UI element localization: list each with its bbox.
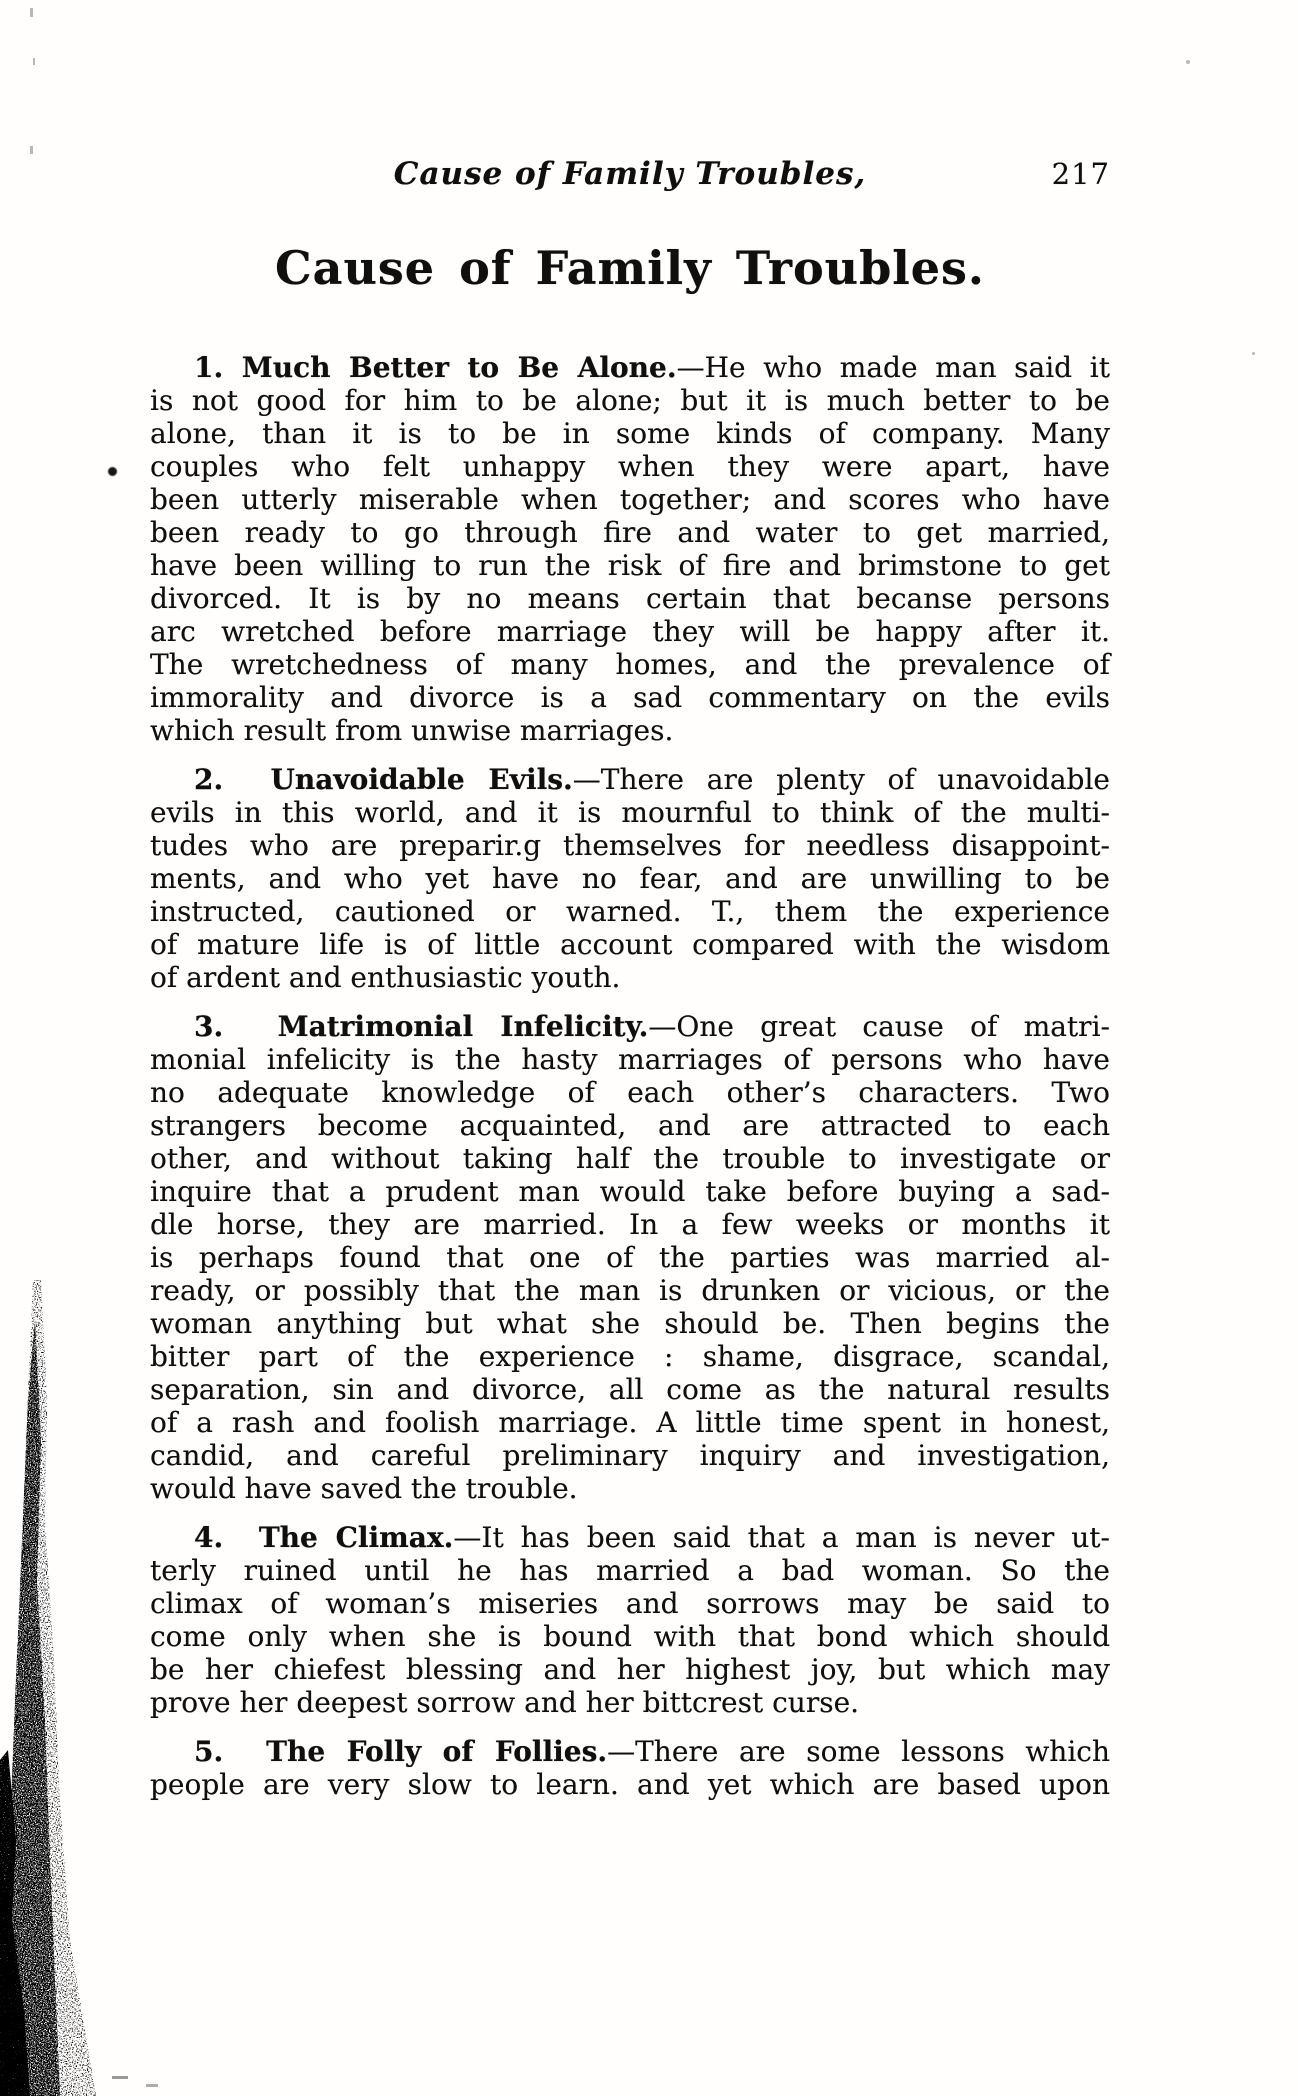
body-line <box>150 1735 1110 1768</box>
body-line <box>150 1521 1110 1554</box>
running-head: Cause of Family Troubles, <box>393 156 867 192</box>
paragraph-lead-rest: —It has been said that a man is never ut- <box>453 1521 1110 1554</box>
body-line: divorced. It is by no means certain that becanse persons <box>150 582 1110 615</box>
body-line: which result from unwise marriages. <box>150 714 674 747</box>
body-line: bitter part of the experience : shame, disgrace, scandal, <box>150 1340 1110 1373</box>
body-line <box>150 351 1110 384</box>
body-line: strangers become acquainted, and are attracted to each <box>150 1109 1110 1142</box>
paragraph-lead-rest: —There are some lessons which <box>607 1735 1110 1768</box>
scan-edge-mark <box>30 8 33 17</box>
paragraph-heading: 3. Matrimonial Infelicity. <box>194 1010 649 1043</box>
body-line: inquire that a prudent man would take before buying a sad- <box>150 1175 1110 1208</box>
body-line: no adequate knowledge of each other’s characters. Two <box>150 1076 1110 1109</box>
body-line: would have saved the trouble. <box>150 1472 578 1505</box>
page-header <box>150 156 1110 198</box>
body-line: of mature life is of little account compared with the wisdom <box>150 928 1110 961</box>
scan-edge-mark <box>33 58 35 65</box>
paragraph-heading: 4. The Climax. <box>194 1521 454 1554</box>
body-text <box>150 351 1110 1817</box>
body-line: evils in this world, and it is mournful to think of the multi- <box>150 796 1110 829</box>
paragraph-heading: 5. The Folly of Follies. <box>194 1735 608 1768</box>
paragraph-1 <box>150 351 1110 747</box>
paragraph-lead-rest: —He who made man said it <box>676 351 1110 384</box>
body-line: be her chiefest blessing and her highest joy, but which may <box>150 1653 1110 1686</box>
body-line: terly ruined until he has married a bad woman. So the <box>150 1554 1110 1587</box>
body-line: come only when she is bound with that bond which should <box>150 1620 1110 1653</box>
body-line: tudes who are preparir.g themselves for needless disappoint- <box>150 829 1110 862</box>
body-line: is perhaps found that one of the parties was married al- <box>150 1241 1110 1274</box>
scan-edge-mark <box>1252 352 1255 355</box>
body-line: climax of woman’s miseries and sorrows may be said to <box>150 1587 1110 1620</box>
body-line: have been willing to run the risk of fire and brimstone to get <box>150 549 1110 582</box>
paragraph-5 <box>150 1735 1110 1801</box>
paragraph-heading: 1. Much Better to Be Alone. <box>194 351 677 384</box>
body-line: been utterly miserable when together; and scores who have <box>150 483 1110 516</box>
body-line: of ardent and enthusiastic youth. <box>150 961 621 994</box>
paragraph-3 <box>150 1010 1110 1505</box>
paragraph-heading: 2. Unavoidable Evils. <box>194 763 573 796</box>
binding-gutter-noise <box>0 1280 130 2096</box>
body-line: instructed, cautioned or warned. T., them the experience <box>150 895 1110 928</box>
body-line: immorality and divorce is a sad commentary on the evils <box>150 681 1110 714</box>
body-line: people are very slow to learn. and yet which are based upon <box>150 1768 1110 1801</box>
scan-edge-mark <box>30 146 33 154</box>
body-line: ments, and who yet have no fear, and are unwilling to be <box>150 862 1110 895</box>
body-line: The wretchedness of many homes, and the prevalence of <box>150 648 1110 681</box>
ink-speck <box>108 467 117 476</box>
body-line: other, and without taking half the trouble to investigate or <box>150 1142 1110 1175</box>
body-line: candid, and careful preliminary inquiry and investigation, <box>150 1439 1110 1472</box>
body-line <box>150 1010 1110 1043</box>
page-number: 217 <box>1051 157 1110 191</box>
paragraph-lead-rest: —There are plenty of unavoidable <box>572 763 1110 796</box>
page-title: Cause of Family Troubles. <box>275 241 985 295</box>
body-line: separation, sin and divorce, all come as the natural results <box>150 1373 1110 1406</box>
body-line: been ready to go through fire and water to get married, <box>150 516 1110 549</box>
paragraph-4 <box>150 1521 1110 1719</box>
body-line: dle horse, they are married. In a few weeks or months it <box>150 1208 1110 1241</box>
scan-edge-mark <box>1186 60 1190 64</box>
body-line: is not good for him to be alone; but it is much better to be <box>150 384 1110 417</box>
paragraph-lead-rest: —One great cause of matri- <box>648 1010 1110 1043</box>
body-line: ready, or possibly that the man is drunken or vicious, or the <box>150 1274 1110 1307</box>
body-line <box>150 763 1110 796</box>
scan-edge-mark <box>146 2084 158 2087</box>
body-line: couples who felt unhappy when they were apart, have <box>150 450 1110 483</box>
paragraph-2 <box>150 763 1110 994</box>
body-line: woman anything but what she should be. Then begins the <box>150 1307 1110 1340</box>
body-line: alone, than it is to be in some kinds of company. Many <box>150 417 1110 450</box>
body-line: monial infelicity is the hasty marriages of persons who have <box>150 1043 1110 1076</box>
body-line: of a rash and foolish marriage. A little time spent in honest, <box>150 1406 1110 1439</box>
body-line: prove her deepest sorrow and her bittcrest curse. <box>150 1686 860 1719</box>
body-line: arc wretched before marriage they will be happy after it. <box>150 615 1110 648</box>
